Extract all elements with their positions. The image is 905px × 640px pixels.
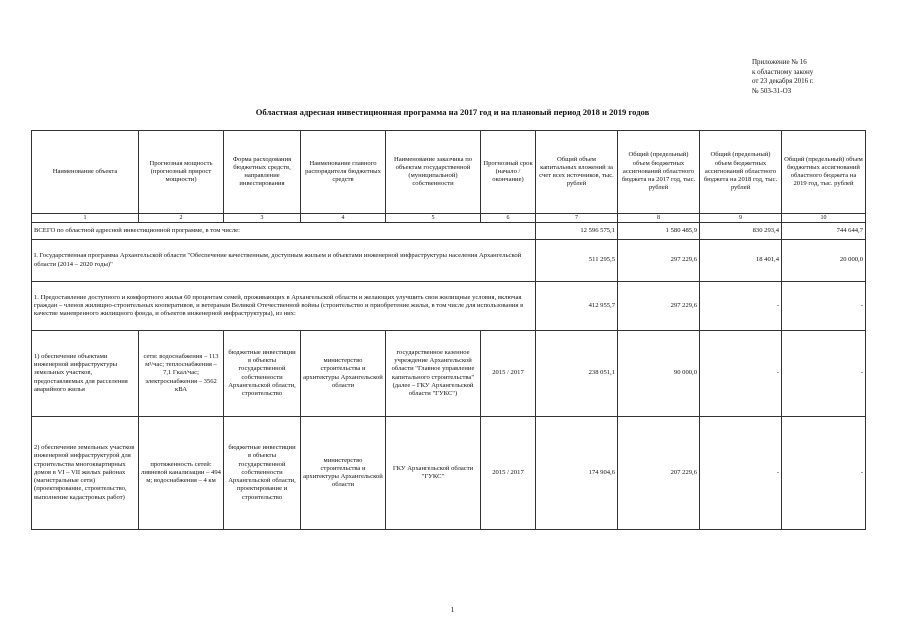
appendix-line: от 23 декабря 2016 г.: [752, 77, 814, 86]
header-cell: Общий (предельный) объем бюджетных ассигнований областного бюджета на 2019 год, тыс. рублей: [782, 131, 866, 214]
customer-cell: государственное казенное учреждение Архангельской области "Главное управление капитального строительства" (далее – ГКУ Архангельской области "ГУКС"): [386, 331, 481, 417]
item-row: [32, 282, 866, 331]
page-title: Областная адресная инвестиционная программа на 2017 год и на плановый период 2018 и 2019 годов: [255, 107, 650, 117]
appendix-line: Приложение № 16: [752, 58, 807, 66]
value-cell: 90 000,0: [618, 331, 700, 417]
header-cell: Общий (предельный) объем бюджетных ассигнований областного бюджета на 2018 год, тыс. рублей: [700, 131, 782, 214]
total-value: 830 293,4: [700, 223, 782, 240]
capacity-cell: протяженность сетей: ливневой канализации – 494 м; водоснабжения – 4 км: [139, 417, 224, 530]
column-number: 3: [224, 214, 301, 223]
item-value: 412 955,7: [536, 282, 618, 331]
value-cell: -: [700, 417, 782, 530]
column-number: 10: [782, 214, 866, 223]
column-number: 1: [32, 214, 139, 223]
total-row: [32, 223, 866, 240]
column-number: 7: [536, 214, 618, 223]
table-header-row: [32, 131, 866, 214]
value-cell: -: [700, 331, 782, 417]
table-row: [32, 417, 866, 530]
customer-cell: ГКУ Архангельской области "ГУКС": [386, 417, 481, 530]
object-name: 1) обеспечение объектами инженерной инфраструктуры земельных участков, предоставляемых для расселения аварийного жилья: [32, 331, 139, 417]
value-cell: 174 904,6: [536, 417, 618, 530]
item-value: 297 229,6: [618, 282, 700, 331]
object-name: 2) обеспечение земельных участков инженерной инфраструктурой для строительства многоквартирных домов в VI – VII жилых районах (магистральные сети) (проектирование, строительство, выполнение кадастровых работ): [32, 417, 139, 530]
header-cell: Наименование объекта: [32, 131, 139, 214]
item-value: -: [700, 282, 782, 331]
program-row: [32, 240, 866, 282]
header-cell: Прогнозный срок (начало / окончание): [481, 131, 536, 214]
manager-cell: министерство строительства и архитектуры Архангельской области: [301, 417, 386, 530]
header-cell: Общий объем капитальных вложений за счет всех источников, тыс. рублей: [536, 131, 618, 214]
header-cell: Форма расходования бюджетных средств, направление инвестирования: [224, 131, 301, 214]
program-value: 18 401,4: [700, 240, 782, 282]
term-cell: 2015 / 2017: [481, 417, 536, 530]
appendix-line: № 503-31-ОЗ: [752, 86, 792, 95]
header-cell: Наименование заказчика по объектам государственной (муниципальной) собственности: [386, 131, 481, 214]
column-number: 4: [301, 214, 386, 223]
program-value: 20 000,0: [782, 240, 866, 282]
column-number: 2: [139, 214, 224, 223]
value-cell: -: [782, 417, 866, 530]
header-cell: Наименование главного распорядителя бюджетных средств: [301, 131, 386, 214]
value-cell: 238 051,1: [536, 331, 618, 417]
header-cell: Прогнозная мощность (прогнозный прирост мощности): [139, 131, 224, 214]
program-label: I. Государственная программа Архангельской области "Обеспечение качественным, доступным жильем и объектами инженерной инфраструктуры населения Архангельской области (2014 – 2020 годы)": [32, 240, 536, 282]
header-cell: Общий (предельный) объем бюджетных ассигнований областного бюджета на 2017 год, тыс. рублей: [618, 131, 700, 214]
total-label: ВСЕГО по областной адресной инвестиционной программе, в том числе:: [32, 223, 536, 240]
total-value: 744 644,7: [782, 223, 866, 240]
program-value: 511 295,5: [536, 240, 618, 282]
term-cell: 2015 / 2017: [481, 331, 536, 417]
item-label: 1. Предоставление доступного и комфортного жилья 60 процентам семей, проживающих в Архангельской области и желающих улучшить свои жилищные условия, включая граждан – членов жилищно-строительных кооперативов, и ветеранам Великой Отечественной войны (строительство и приобретение жилья, в том числе для использования в качестве маневренного жилищного фонда, и объектов инженерной инфраструктуры), из них:: [32, 282, 536, 331]
column-number: 8: [618, 214, 700, 223]
item-value: -: [782, 282, 866, 331]
value-cell: 207 229,6: [618, 417, 700, 530]
appendix-line: к областному закону: [752, 67, 814, 76]
program-value: 297 229,6: [618, 240, 700, 282]
form-cell: бюджетные инвестиции в объекты государственной собственности Архангельской области, строительство: [224, 331, 301, 417]
form-cell: бюджетные инвестиции в объекты государственной собственности Архангельской области, проектирование и строительство: [224, 417, 301, 530]
column-number-row: [32, 214, 866, 223]
column-number: 6: [481, 214, 536, 223]
table-row: [32, 331, 866, 417]
page-number: 1: [450, 605, 455, 614]
column-number: 9: [700, 214, 782, 223]
value-cell: -: [782, 331, 866, 417]
total-value: 1 580 485,9: [618, 223, 700, 240]
total-value: 12 596 575,1: [536, 223, 618, 240]
investment-table: [31, 130, 866, 530]
manager-cell: министерство строительства и архитектуры Архангельской области: [301, 331, 386, 417]
capacity-cell: сети: водоснабжения – 113 м³/час; теплоснабжения – 7,1 Гкал/час; электроснабжения – 3562 кВА: [139, 331, 224, 417]
column-number: 5: [386, 214, 481, 223]
appendix-note: [752, 58, 814, 96]
